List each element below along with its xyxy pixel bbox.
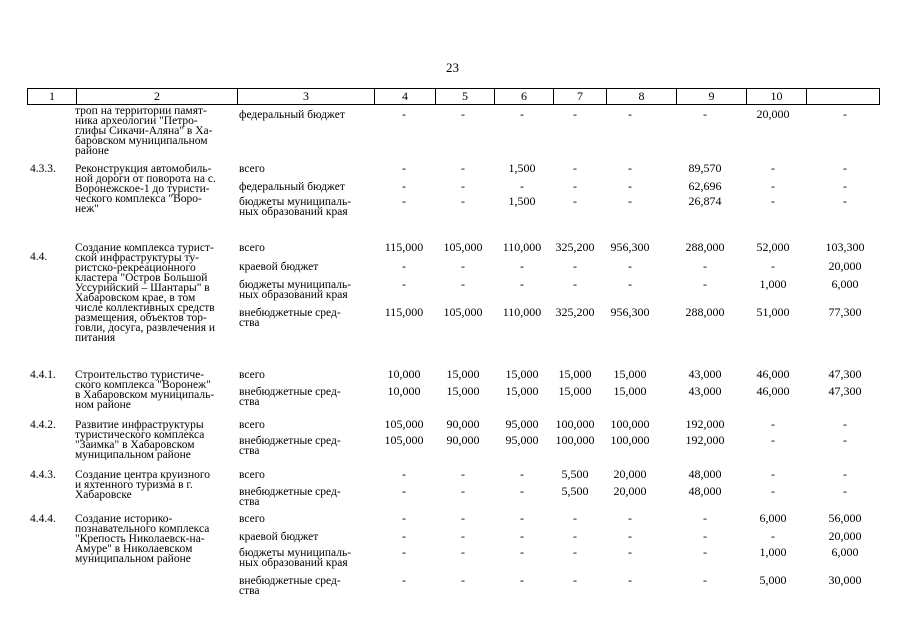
value-cell: - [843,484,847,498]
value-cell: - [461,511,465,525]
item-name-line: размещения, объектов тор- [75,312,207,324]
value-cell: - [520,467,524,481]
value-cell: 46,000 [756,367,790,381]
value-cell: 15,000 [505,384,539,398]
value-cell: 43,000 [688,384,722,398]
item-name-line: туристического комплекса [75,429,205,441]
value-cell: 105,000 [443,305,483,319]
value-cell: 15,000 [613,367,647,381]
funding-source: бюджеты муниципаль- [239,279,352,291]
item-name-line: баровском муниципальном [75,135,208,147]
value-cell: 288,000 [685,240,725,254]
funding-source: ства [239,396,260,408]
value-cell: - [573,161,577,175]
value-cell: 5,500 [561,484,589,498]
value-cell: - [703,259,707,273]
item-name-line: троп на территории памят- [75,105,207,117]
value-cell: - [771,179,775,193]
value-cell: - [461,179,465,193]
value-cell: - [402,467,406,481]
item-name-line: ского комплекса "Воронеж" [75,379,211,391]
value-cell: 1,000 [759,545,787,559]
item-name-line: Создание комплекса турист- [75,242,214,254]
item-code: 4.4. [30,251,48,263]
value-cell: - [628,179,632,193]
item-name-line: познавательного комплекса [75,523,210,535]
value-cell: 325,200 [555,305,595,319]
value-cell: - [402,179,406,193]
item-name-line: "Крепость Николаевск-на- [75,533,205,545]
item-name-line: кластера "Остров Большой [75,272,208,284]
value-cell: - [843,433,847,447]
value-cell: 6,000 [759,511,787,525]
value-cell: - [771,529,775,543]
value-cell: - [771,467,775,481]
value-cell: 325,200 [555,240,595,254]
item-name-line: муниципальном районе [75,449,191,461]
item-name-line: ной дороги от поворота на с. [75,173,216,185]
value-cell: 15,000 [558,384,592,398]
funding-source: бюджеты муниципаль- [239,196,352,208]
value-cell: 110,000 [502,305,542,319]
value-cell: - [628,194,632,208]
value-cell: 115,000 [384,305,424,319]
item-name-line: в Хабаровском муниципаль- [75,389,215,401]
funding-source: всего [239,419,265,431]
value-cell: 15,000 [505,367,539,381]
funding-source: всего [239,242,265,254]
value-cell: 105,000 [384,417,424,431]
value-cell: - [402,511,406,525]
value-cell: - [573,573,577,587]
value-cell: - [573,107,577,121]
value-cell: - [573,545,577,559]
value-cell: 110,000 [502,240,542,254]
value-cell: 15,000 [446,367,480,381]
value-cell: - [402,259,406,273]
item-name-line: говли, досуга, развлечения и [75,322,216,334]
value-cell: 20,000 [828,529,862,543]
header-cell-8: 8 [606,89,676,104]
item-name-line: Уссурийский – Шантары" в [75,282,210,294]
value-cell: - [628,545,632,559]
value-cell: - [843,107,847,121]
value-cell: - [520,573,524,587]
header-cell-11 [806,89,879,104]
value-cell: - [628,107,632,121]
value-cell: 105,000 [384,433,424,447]
value-cell: - [402,277,406,291]
value-cell: 100,000 [555,417,595,431]
funding-source: внебюджетные сред- [239,486,341,498]
value-cell: 100,000 [610,417,650,431]
funding-source: бюджеты муниципаль- [239,547,352,559]
item-name-line: ристско-рекреационного [75,262,196,274]
value-cell: - [520,511,524,525]
item-code: 4.4.1. [30,369,56,381]
value-cell: 47,300 [828,384,862,398]
item-name-line: ческого комплекса "Воро- [75,193,202,205]
item-name-line: ской инфраструктуры ту- [75,252,199,264]
value-cell: 100,000 [610,433,650,447]
value-cell: - [461,161,465,175]
value-cell: - [843,417,847,431]
value-cell: 20,000 [828,259,862,273]
item-code: 4.4.3. [30,469,56,481]
item-name-line: глифы Сикачи-Аляна" в Ха- [75,125,213,137]
value-cell: - [573,529,577,543]
value-cell: - [703,573,707,587]
funding-source: краевой бюджет [239,261,319,273]
value-cell: 10,000 [387,384,421,398]
value-cell: - [461,529,465,543]
item-name-line: Развитие инфраструктуры [75,419,204,431]
value-cell: 192,000 [685,433,725,447]
value-cell: 956,300 [610,240,650,254]
item-name-line: неж" [75,203,99,215]
value-cell: 20,000 [756,107,790,121]
value-cell: - [402,161,406,175]
value-cell: 95,000 [505,417,539,431]
value-cell: - [402,545,406,559]
value-cell: - [461,484,465,498]
value-cell: - [771,484,775,498]
value-cell: - [628,277,632,291]
header-cell-3: 3 [237,89,374,104]
value-cell: 1,500 [508,161,536,175]
funding-source: ных образований края [239,557,348,569]
page-number: 23 [446,60,459,75]
funding-source: федеральный бюджет [239,181,345,193]
value-cell: - [703,277,707,291]
value-cell: - [461,259,465,273]
funding-source: краевой бюджет [239,531,319,543]
value-cell: - [520,259,524,273]
value-cell: - [628,529,632,543]
item-name-line: и яхтенного туризма в г. [75,479,193,491]
value-cell: - [843,179,847,193]
value-cell: - [402,529,406,543]
value-cell: 77,300 [828,305,862,319]
value-cell: - [771,194,775,208]
header-cell-10: 10 [746,89,806,104]
item-name-line: Реконструкция автомобиль- [75,163,212,175]
item-name-line: Строительство туристиче- [75,369,205,381]
value-cell: - [520,277,524,291]
value-cell: - [520,179,524,193]
value-cell: 103,300 [825,240,865,254]
value-cell: - [461,467,465,481]
item-name-line: Хабаровском крае, в том [75,292,196,304]
value-cell: - [703,511,707,525]
header-cell-2: 2 [76,89,237,104]
value-cell: - [628,511,632,525]
value-cell: 1,500 [508,194,536,208]
value-cell: 62,696 [688,179,722,193]
item-name-line: Хабаровске [75,489,132,501]
value-cell: 48,000 [688,467,722,481]
funding-source: всего [239,369,265,381]
value-cell: 51,000 [756,305,790,319]
value-cell: 30,000 [828,573,862,587]
value-cell: - [402,573,406,587]
funding-source: всего [239,163,265,175]
value-cell: - [520,529,524,543]
value-cell: 6,000 [831,545,859,559]
value-cell: - [771,417,775,431]
item-name-line: ника археологии "Петро- [75,115,198,127]
header-cell-1: 1 [49,89,55,103]
value-cell: 15,000 [558,367,592,381]
value-cell: 90,000 [446,433,480,447]
item-name-line: Амуре" в Николаевском [75,543,193,555]
funding-source: всего [239,513,265,525]
value-cell: - [461,545,465,559]
item-name-line: Создание центра круизного [75,469,211,481]
value-cell: - [520,545,524,559]
value-cell: 20,000 [613,467,647,481]
value-cell: - [771,433,775,447]
value-cell: - [402,194,406,208]
value-cell: - [573,179,577,193]
value-cell: - [520,484,524,498]
value-cell: 15,000 [613,384,647,398]
funding-source: внебюджетные сред- [239,575,341,587]
value-cell: 46,000 [756,384,790,398]
item-code: 4.3.3. [30,163,56,175]
header-cell-7: 7 [553,89,606,104]
value-cell: - [573,277,577,291]
value-cell: - [628,573,632,587]
value-cell: 95,000 [505,433,539,447]
value-cell: - [703,529,707,543]
value-cell: 90,000 [446,417,480,431]
value-cell: - [402,484,406,498]
value-cell: 5,500 [561,467,589,481]
value-cell: 47,300 [828,367,862,381]
value-cell: - [573,511,577,525]
funding-source: федеральный бюджет [239,109,345,121]
funding-source: ных образований края [239,206,348,218]
value-cell: - [703,545,707,559]
value-cell: 52,000 [756,240,790,254]
funding-source: ных образований края [239,289,348,301]
value-cell: - [520,107,524,121]
funding-source: внебюджетные сред- [239,386,341,398]
value-cell: - [771,259,775,273]
value-cell: 26,874 [688,194,722,208]
value-cell: 956,300 [610,305,650,319]
value-cell: 89,570 [688,161,722,175]
value-cell: - [628,259,632,273]
header-cell-9: 9 [676,89,746,104]
item-name-line: Создание историко- [75,513,173,525]
header-cell-5: 5 [435,89,494,104]
value-cell: 115,000 [384,240,424,254]
funding-source: внебюджетные сред- [239,307,341,319]
value-cell: 100,000 [555,433,595,447]
value-cell: 1,000 [759,277,787,291]
funding-source: ства [239,445,260,457]
value-cell: - [843,161,847,175]
funding-source: всего [239,469,265,481]
value-cell: - [771,161,775,175]
item-name-line: питания [75,332,116,344]
value-cell: - [703,107,707,121]
value-cell: - [573,194,577,208]
item-name-line: Воронежское-1 до туристи- [75,183,210,195]
value-cell: 105,000 [443,240,483,254]
table-header [27,88,880,105]
item-name-line: числе коллективных средств [75,302,215,314]
value-cell: - [843,467,847,481]
value-cell: 56,000 [828,511,862,525]
item-name-line: районе [75,145,110,157]
funding-source: ства [239,585,260,597]
funding-source: ства [239,496,260,508]
item-code: 4.4.4. [30,513,56,525]
value-cell: 15,000 [446,384,480,398]
header-cell-4: 4 [374,89,435,104]
value-cell: - [461,573,465,587]
value-cell: 20,000 [613,484,647,498]
value-cell: - [402,107,406,121]
item-code: 4.4.2. [30,419,56,431]
item-name-line: ном районе [75,399,131,411]
item-name-line: "Заимка" в Хабаровском [75,439,195,451]
value-cell: 48,000 [688,484,722,498]
value-cell: 192,000 [685,417,725,431]
funding-source: ства [239,317,260,329]
funding-source: внебюджетные сред- [239,435,341,447]
value-cell: - [461,107,465,121]
value-cell: 288,000 [685,305,725,319]
value-cell: - [628,161,632,175]
value-cell: 43,000 [688,367,722,381]
value-cell: 6,000 [831,277,859,291]
header-cell-6: 6 [494,89,553,104]
value-cell: - [461,194,465,208]
value-cell: - [461,277,465,291]
value-cell: - [843,194,847,208]
value-cell: - [573,259,577,273]
item-name-line: муниципальном районе [75,553,191,565]
value-cell: 10,000 [387,367,421,381]
value-cell: 5,000 [759,573,787,587]
